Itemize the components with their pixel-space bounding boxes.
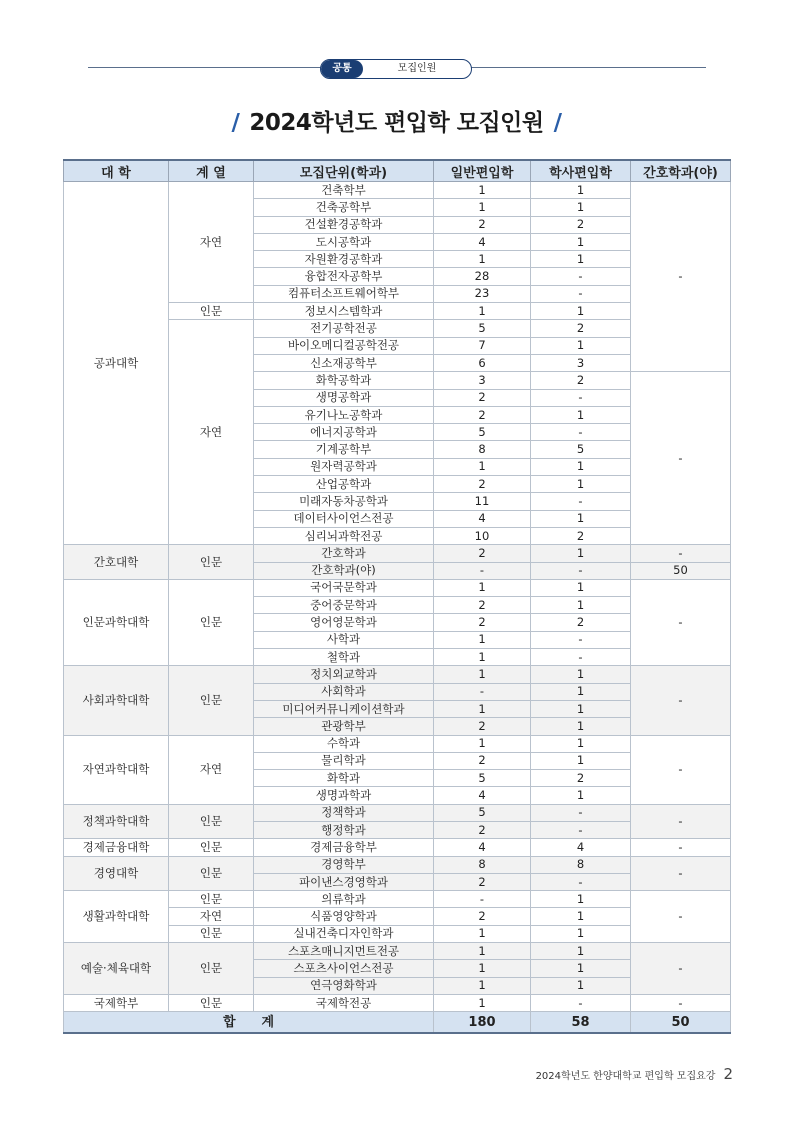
general-count-cell: 4 <box>434 510 531 527</box>
bachelor-count-cell: 1 <box>531 891 631 908</box>
bachelor-count-cell: - <box>531 389 631 406</box>
general-count-cell: 4 <box>434 233 531 250</box>
unit-cell: 유기나노공학과 <box>254 406 434 423</box>
college-cell: 국제학부 <box>64 994 169 1011</box>
general-count-cell: 2 <box>434 406 531 423</box>
general-count-cell: 2 <box>434 718 531 735</box>
general-count-cell: - <box>434 683 531 700</box>
table-header-row <box>64 160 731 182</box>
bachelor-count-cell: 3 <box>531 354 631 371</box>
general-count-cell: 1 <box>434 977 531 994</box>
field-cell: 자연 <box>169 908 254 925</box>
general-count-cell: 1 <box>434 579 531 596</box>
general-count-cell: 5 <box>434 804 531 821</box>
bachelor-count-cell: 1 <box>531 545 631 562</box>
field-cell: 자연 <box>169 320 254 545</box>
general-count-cell: 2 <box>434 545 531 562</box>
general-count-cell: 1 <box>434 199 531 216</box>
general-count-cell: 2 <box>434 873 531 890</box>
bachelor-count-cell: 8 <box>531 856 631 873</box>
unit-cell: 사회학과 <box>254 683 434 700</box>
general-count-cell: 6 <box>434 354 531 371</box>
unit-cell: 스포츠사이언스전공 <box>254 960 434 977</box>
bachelor-count-cell: 2 <box>531 770 631 787</box>
page-number: 2 <box>723 1065 733 1083</box>
unit-cell: 영어영문학과 <box>254 614 434 631</box>
field-cell: 인문 <box>169 303 254 320</box>
unit-cell: 의류학과 <box>254 891 434 908</box>
total-nursing: 50 <box>631 1012 731 1034</box>
nursing-count-cell: - <box>631 579 731 665</box>
general-count-cell: 2 <box>434 216 531 233</box>
college-cell: 사회과학대학 <box>64 666 169 735</box>
bachelor-count-cell: 1 <box>531 735 631 752</box>
bachelor-count-cell: - <box>531 424 631 441</box>
college-cell: 생활과학대학 <box>64 891 169 943</box>
general-count-cell: 1 <box>434 700 531 717</box>
general-count-cell: 1 <box>434 649 531 666</box>
general-count-cell: 1 <box>434 666 531 683</box>
nursing-count-cell: 50 <box>631 562 731 579</box>
unit-cell: 화학과 <box>254 770 434 787</box>
general-count-cell: 1 <box>434 943 531 960</box>
general-count-cell: 2 <box>434 821 531 838</box>
general-count-cell: 3 <box>434 372 531 389</box>
table-row <box>64 994 731 1011</box>
table-row <box>64 804 731 821</box>
general-count-cell: 1 <box>434 458 531 475</box>
unit-cell: 정보시스템학과 <box>254 303 434 320</box>
unit-cell: 국어국문학과 <box>254 579 434 596</box>
bachelor-count-cell: 1 <box>531 199 631 216</box>
col-header-nursing: 간호학과(야) <box>631 160 731 182</box>
unit-cell: 생명공학과 <box>254 389 434 406</box>
nursing-count-cell: - <box>631 943 731 995</box>
table-row <box>64 735 731 752</box>
college-cell: 정책과학대학 <box>64 804 169 839</box>
bachelor-count-cell: - <box>531 562 631 579</box>
unit-cell: 사학과 <box>254 631 434 648</box>
bachelor-count-cell: - <box>531 821 631 838</box>
unit-cell: 정책학과 <box>254 804 434 821</box>
table-row <box>64 856 731 873</box>
bachelor-count-cell: 1 <box>531 597 631 614</box>
unit-cell: 산업공학과 <box>254 476 434 493</box>
unit-cell: 수학과 <box>254 735 434 752</box>
bachelor-count-cell: 2 <box>531 216 631 233</box>
quota-table <box>63 159 731 1034</box>
bachelor-count-cell: 1 <box>531 458 631 475</box>
field-cell: 인문 <box>169 839 254 856</box>
bachelor-count-cell: 1 <box>531 510 631 527</box>
field-cell: 인문 <box>169 579 254 665</box>
unit-cell: 생명과학과 <box>254 787 434 804</box>
table-row <box>64 579 731 596</box>
table-row <box>64 545 731 562</box>
unit-cell: 건축학부 <box>254 182 434 199</box>
field-cell: 인문 <box>169 891 254 908</box>
bachelor-count-cell: - <box>531 285 631 302</box>
bachelor-count-cell: 1 <box>531 700 631 717</box>
general-count-cell: 8 <box>434 856 531 873</box>
total-bachelor: 58 <box>531 1012 631 1034</box>
bachelor-count-cell: 1 <box>531 303 631 320</box>
bachelor-count-cell: 1 <box>531 579 631 596</box>
footer-text: 2024학년도 한양대학교 편입학 모집요강 <box>535 1071 716 1082</box>
table-body <box>64 182 731 1012</box>
field-cell: 인문 <box>169 666 254 735</box>
unit-cell: 중어중문학과 <box>254 597 434 614</box>
total-row <box>64 1012 731 1034</box>
bachelor-count-cell: 1 <box>531 337 631 354</box>
bachelor-count-cell: - <box>531 873 631 890</box>
nursing-count-cell: - <box>631 839 731 856</box>
unit-cell: 원자력공학과 <box>254 458 434 475</box>
general-count-cell: 5 <box>434 320 531 337</box>
general-count-cell: 1 <box>434 925 531 942</box>
col-header-field: 계 열 <box>169 160 254 182</box>
unit-cell: 전기공학전공 <box>254 320 434 337</box>
field-cell: 인문 <box>169 804 254 839</box>
nursing-count-cell: - <box>631 804 731 839</box>
unit-cell: 실내건축디자인학과 <box>254 925 434 942</box>
bachelor-count-cell: - <box>531 493 631 510</box>
nursing-count-cell: - <box>631 735 731 804</box>
field-cell: 인문 <box>169 994 254 1011</box>
field-cell: 인문 <box>169 545 254 580</box>
table-row <box>64 666 731 683</box>
field-cell: 인문 <box>169 925 254 942</box>
unit-cell: 간호학과(야) <box>254 562 434 579</box>
bachelor-count-cell: - <box>531 268 631 285</box>
section-label: 모집인원 <box>397 63 437 74</box>
general-count-cell: 7 <box>434 337 531 354</box>
field-cell: 자연 <box>169 182 254 303</box>
unit-cell: 에너지공학과 <box>254 424 434 441</box>
col-header-bachelor: 학사편입학 <box>531 160 631 182</box>
bachelor-count-cell: - <box>531 994 631 1011</box>
unit-cell: 도시공학과 <box>254 233 434 250</box>
unit-cell: 화학공학과 <box>254 372 434 389</box>
general-count-cell: 28 <box>434 268 531 285</box>
bachelor-count-cell: 1 <box>531 476 631 493</box>
page-title-text: 2024학년도 편입학 모집인원 <box>249 110 544 136</box>
bachelor-count-cell: 1 <box>531 977 631 994</box>
general-count-cell: 2 <box>434 752 531 769</box>
college-cell: 자연과학대학 <box>64 735 169 804</box>
table-row <box>64 839 731 856</box>
unit-cell: 미래자동차공학과 <box>254 493 434 510</box>
unit-cell: 컴퓨터소프트웨어학부 <box>254 285 434 302</box>
unit-cell: 건설환경공학과 <box>254 216 434 233</box>
nursing-count-cell: - <box>631 891 731 943</box>
bachelor-count-cell: 2 <box>531 614 631 631</box>
unit-cell: 파이낸스경영학과 <box>254 873 434 890</box>
bachelor-count-cell: 1 <box>531 908 631 925</box>
college-cell: 예술·체육대학 <box>64 943 169 995</box>
bachelor-count-cell: 1 <box>531 251 631 268</box>
nursing-count-cell: - <box>631 182 731 372</box>
unit-cell: 관광학부 <box>254 718 434 735</box>
bachelor-count-cell: 2 <box>531 372 631 389</box>
unit-cell: 바이오메디컬공학전공 <box>254 337 434 354</box>
unit-cell: 신소재공학부 <box>254 354 434 371</box>
college-cell: 경영대학 <box>64 856 169 891</box>
field-cell: 인문 <box>169 943 254 995</box>
bachelor-count-cell: 2 <box>531 320 631 337</box>
general-count-cell: 1 <box>434 994 531 1011</box>
section-category: 공통 <box>321 60 363 78</box>
col-header-college: 대 학 <box>64 160 169 182</box>
bachelor-count-cell: 4 <box>531 839 631 856</box>
unit-cell: 자원환경공학과 <box>254 251 434 268</box>
unit-cell: 데이터사이언스전공 <box>254 510 434 527</box>
general-count-cell: - <box>434 891 531 908</box>
unit-cell: 물리학과 <box>254 752 434 769</box>
general-count-cell: 2 <box>434 614 531 631</box>
nursing-count-cell: - <box>631 856 731 891</box>
page-footer <box>536 1065 733 1083</box>
general-count-cell: 8 <box>434 441 531 458</box>
bachelor-count-cell: 1 <box>531 683 631 700</box>
unit-cell: 국제학전공 <box>254 994 434 1011</box>
college-cell: 간호대학 <box>64 545 169 580</box>
table-row <box>64 182 731 199</box>
total-general: 180 <box>434 1012 531 1034</box>
nursing-count-cell: - <box>631 994 731 1011</box>
general-count-cell: 1 <box>434 303 531 320</box>
bachelor-count-cell: 1 <box>531 406 631 423</box>
bachelor-count-cell: 1 <box>531 943 631 960</box>
unit-cell: 정치외교학과 <box>254 666 434 683</box>
general-count-cell: 2 <box>434 597 531 614</box>
general-count-cell: 4 <box>434 787 531 804</box>
title-slash-right: / <box>553 110 562 136</box>
bachelor-count-cell: 1 <box>531 233 631 250</box>
general-count-cell: 10 <box>434 527 531 544</box>
table-row <box>64 891 731 908</box>
bachelor-count-cell: 1 <box>531 666 631 683</box>
college-cell: 인문과학대학 <box>64 579 169 665</box>
general-count-cell: 4 <box>434 839 531 856</box>
general-count-cell: 5 <box>434 424 531 441</box>
col-header-general: 일반편입학 <box>434 160 531 182</box>
bachelor-count-cell: - <box>531 804 631 821</box>
bachelor-count-cell: 1 <box>531 960 631 977</box>
general-count-cell: 11 <box>434 493 531 510</box>
nursing-count-cell: - <box>631 372 731 545</box>
general-count-cell: 2 <box>434 476 531 493</box>
unit-cell: 융합전자공학부 <box>254 268 434 285</box>
bachelor-count-cell: 5 <box>531 441 631 458</box>
unit-cell: 행정학과 <box>254 821 434 838</box>
unit-cell: 식품영양학과 <box>254 908 434 925</box>
unit-cell: 경제금융학부 <box>254 839 434 856</box>
unit-cell: 간호학과 <box>254 545 434 562</box>
page-title <box>0 104 793 137</box>
bachelor-count-cell: 1 <box>531 787 631 804</box>
bachelor-count-cell: 2 <box>531 527 631 544</box>
general-count-cell: 1 <box>434 251 531 268</box>
table-row <box>64 943 731 960</box>
title-slash-left: / <box>231 110 240 136</box>
unit-cell: 심리뇌과학전공 <box>254 527 434 544</box>
bachelor-count-cell: 1 <box>531 182 631 199</box>
bachelor-count-cell: 1 <box>531 718 631 735</box>
bachelor-count-cell: - <box>531 631 631 648</box>
general-count-cell: 1 <box>434 182 531 199</box>
unit-cell: 철학과 <box>254 649 434 666</box>
general-count-cell: 1 <box>434 631 531 648</box>
general-count-cell: 1 <box>434 960 531 977</box>
field-cell: 인문 <box>169 856 254 891</box>
general-count-cell: 1 <box>434 735 531 752</box>
general-count-cell: - <box>434 562 531 579</box>
nursing-count-cell: - <box>631 545 731 562</box>
total-label: 합 계 <box>64 1012 434 1034</box>
unit-cell: 경영학부 <box>254 856 434 873</box>
field-cell: 자연 <box>169 735 254 804</box>
bachelor-count-cell: 1 <box>531 925 631 942</box>
col-header-unit: 모집단위(학과) <box>254 160 434 182</box>
unit-cell: 기계공학부 <box>254 441 434 458</box>
unit-cell: 연극영화학과 <box>254 977 434 994</box>
unit-cell: 스포츠매니지먼트전공 <box>254 943 434 960</box>
nursing-count-cell: - <box>631 666 731 735</box>
unit-cell: 미디어커뮤니케이션학과 <box>254 700 434 717</box>
bachelor-count-cell: - <box>531 649 631 666</box>
general-count-cell: 2 <box>434 389 531 406</box>
section-tag <box>320 59 472 79</box>
bachelor-count-cell: 1 <box>531 752 631 769</box>
general-count-cell: 2 <box>434 908 531 925</box>
college-cell: 경제금융대학 <box>64 839 169 856</box>
unit-cell: 건축공학부 <box>254 199 434 216</box>
general-count-cell: 5 <box>434 770 531 787</box>
general-count-cell: 23 <box>434 285 531 302</box>
college-cell: 공과대학 <box>64 182 169 545</box>
